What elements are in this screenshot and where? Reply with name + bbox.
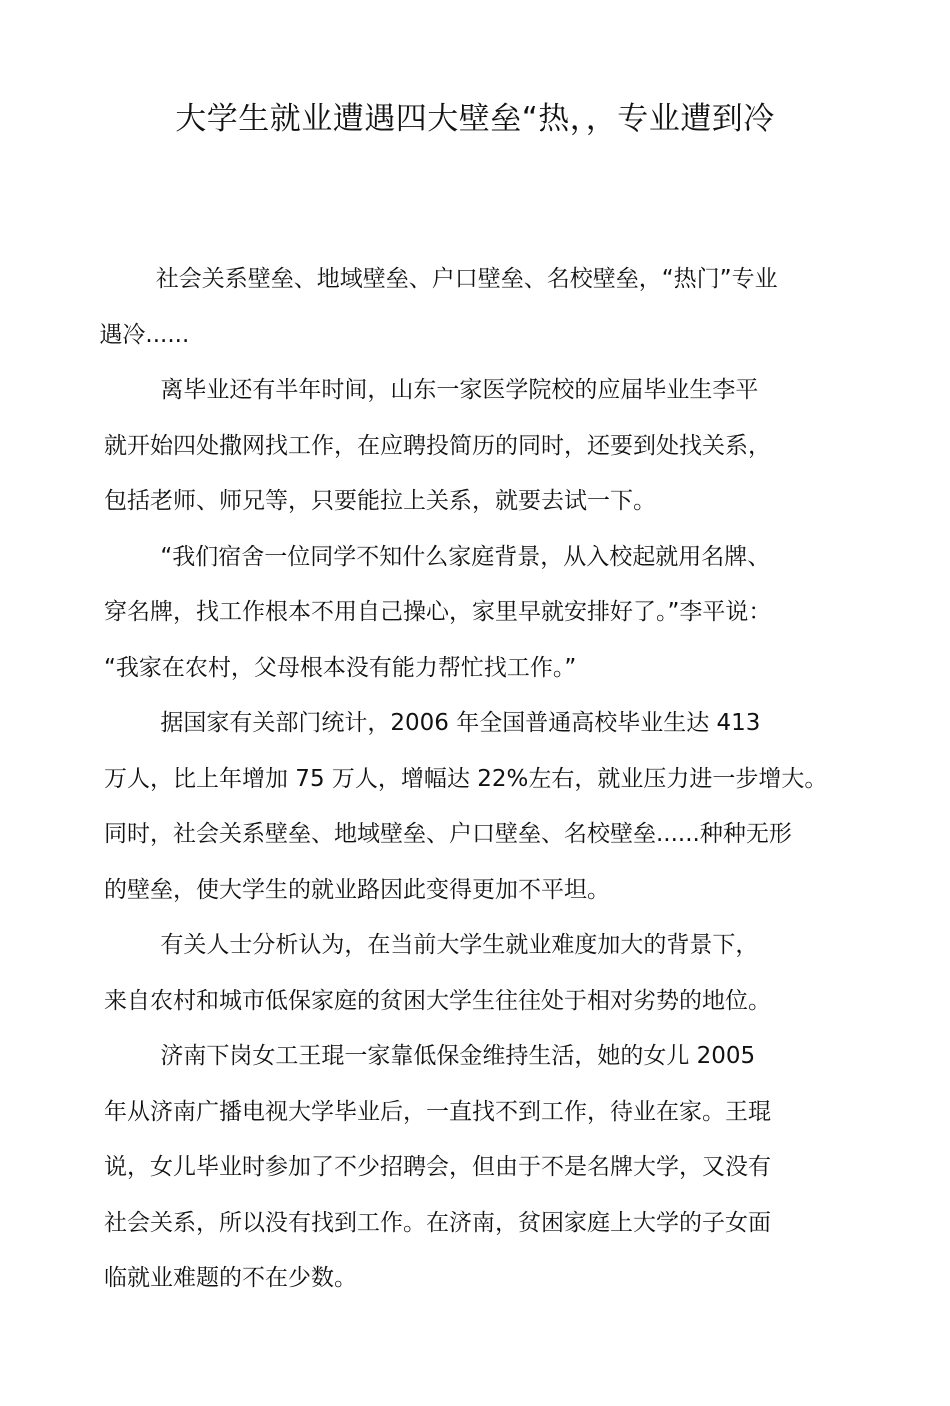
text-line: 就开始四处撒网找工作，在应聘投简历的同时，还要到处找关系， [104, 432, 771, 459]
text-line: 同时，社会关系壁垒、地域壁垒、户口壁垒、名校壁垒......种种无形 [104, 821, 792, 847]
text-line: “我家在农村，父母根本没有能力帮忙找工作。” [104, 654, 577, 681]
text-line: 据国家有关部门统计，2006 年全国普通高校毕业生达 413 [160, 710, 761, 736]
text-line: 来自农村和城市低保家庭的贫困大学生往往处于相对劣势的地位。 [104, 987, 771, 1014]
document-title: 大学生就业遭遇四大壁垒“热，，专业遭到冷 [175, 101, 775, 137]
paragraph [104, 696, 864, 918]
text-line: 济南下岗女工王琨一家靠低保金维持生活，她的女儿 2005 [160, 1043, 756, 1069]
text-line: 穿名牌，找工作根本不用自己操心，家里早就安排好了。”李平说： [104, 599, 772, 625]
text-line: 年从济南广播电视大学毕业后，一直找不到工作，待业在家。王琨 [104, 1098, 771, 1125]
text-line: 有关人士分析认为，在当前大学生就业难度加大的背景下， [160, 932, 759, 958]
text-line: 离毕业还有半年时间，山东一家医学院校的应届毕业生李平 [160, 377, 759, 403]
text-line: 社会关系壁垒、地域壁垒、户口壁垒、名校壁垒，“热门”专业 [155, 266, 778, 292]
paragraph [99, 252, 864, 363]
text-line: 社会关系，所以没有找到工作。在济南，贫困家庭上大学的子女面 [104, 1209, 771, 1236]
text-line: 遇冷...... [99, 321, 190, 348]
paragraph [104, 918, 864, 1029]
text-line: 的壁垒，使大学生的就业路因此变得更加不平坦。 [104, 876, 610, 903]
text-line: 万人，比上年增加 75 万人，增幅达 22%左右，就业压力进一步增大。 [104, 765, 828, 792]
text-line: 临就业难题的不在少数。 [104, 1265, 357, 1291]
paragraph [104, 1029, 864, 1307]
document-body [99, 252, 864, 1307]
text-line: 包括老师、师兄等，只要能拉上关系，就要去试一下。 [104, 488, 656, 514]
text-line: 说，女儿毕业时参加了不少招聘会，但由于不是名牌大学，又没有 [104, 1154, 771, 1180]
text-line: “我们宿舍一位同学不知什么家庭背景，从入校起就用名牌、 [160, 543, 771, 570]
paragraph [104, 363, 864, 530]
paragraph [104, 530, 864, 697]
